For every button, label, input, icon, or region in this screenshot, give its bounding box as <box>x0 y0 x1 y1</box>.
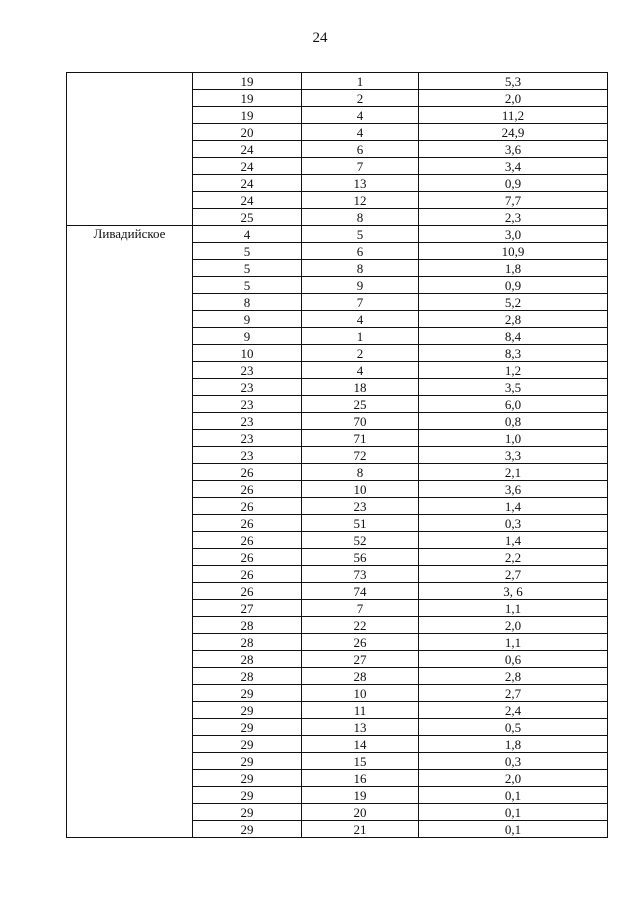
quarter-cell: 5 <box>193 243 302 260</box>
quarter-cell: 10 <box>193 345 302 362</box>
area-cell: 2,8 <box>419 311 608 328</box>
plot-cell: 23 <box>302 498 419 515</box>
plot-cell: 6 <box>302 141 419 158</box>
plot-cell: 14 <box>302 736 419 753</box>
plot-cell: 73 <box>302 566 419 583</box>
area-cell: 2,0 <box>419 90 608 107</box>
plot-cell: 20 <box>302 804 419 821</box>
quarter-cell: 29 <box>193 685 302 702</box>
area-cell: 3, 6 <box>419 583 608 600</box>
quarter-cell: 29 <box>193 753 302 770</box>
table-body <box>67 73 608 838</box>
plot-cell: 18 <box>302 379 419 396</box>
plot-cell: 4 <box>302 311 419 328</box>
plot-cell: 71 <box>302 430 419 447</box>
plot-cell: 1 <box>302 73 419 90</box>
plot-cell: 8 <box>302 464 419 481</box>
area-cell: 1,4 <box>419 498 608 515</box>
area-cell: 3,6 <box>419 141 608 158</box>
plot-cell: 4 <box>302 362 419 379</box>
area-cell: 2,3 <box>419 209 608 226</box>
quarter-cell: 26 <box>193 515 302 532</box>
plot-cell: 51 <box>302 515 419 532</box>
plot-cell: 11 <box>302 702 419 719</box>
plot-cell: 13 <box>302 719 419 736</box>
quarter-cell: 26 <box>193 481 302 498</box>
area-cell: 0,9 <box>419 175 608 192</box>
area-cell: 1,4 <box>419 532 608 549</box>
area-cell: 10,9 <box>419 243 608 260</box>
quarter-cell: 5 <box>193 277 302 294</box>
quarter-cell: 23 <box>193 396 302 413</box>
area-cell: 1,0 <box>419 430 608 447</box>
quarter-cell: 19 <box>193 90 302 107</box>
plot-cell: 7 <box>302 158 419 175</box>
plot-cell: 9 <box>302 277 419 294</box>
plot-cell: 72 <box>302 447 419 464</box>
area-cell: 0,3 <box>419 515 608 532</box>
area-cell: 7,7 <box>419 192 608 209</box>
area-cell: 0,9 <box>419 277 608 294</box>
area-cell: 1,8 <box>419 260 608 277</box>
area-cell: 3,5 <box>419 379 608 396</box>
area-cell: 2,8 <box>419 668 608 685</box>
quarter-cell: 9 <box>193 311 302 328</box>
quarter-cell: 26 <box>193 532 302 549</box>
plot-cell: 74 <box>302 583 419 600</box>
quarter-cell: 26 <box>193 549 302 566</box>
quarter-cell: 28 <box>193 668 302 685</box>
area-cell: 0,1 <box>419 787 608 804</box>
area-cell: 5,3 <box>419 73 608 90</box>
area-cell: 1,1 <box>419 634 608 651</box>
quarter-cell: 29 <box>193 719 302 736</box>
area-cell: 2,7 <box>419 566 608 583</box>
plot-cell: 16 <box>302 770 419 787</box>
plot-cell: 2 <box>302 345 419 362</box>
plot-cell: 5 <box>302 226 419 243</box>
plot-cell: 19 <box>302 787 419 804</box>
quarter-cell: 29 <box>193 770 302 787</box>
table-row <box>67 226 608 243</box>
plot-cell: 8 <box>302 260 419 277</box>
plot-cell: 22 <box>302 617 419 634</box>
area-cell: 2,4 <box>419 702 608 719</box>
plot-cell: 2 <box>302 90 419 107</box>
quarter-cell: 26 <box>193 583 302 600</box>
area-cell: 3,4 <box>419 158 608 175</box>
quarter-cell: 23 <box>193 379 302 396</box>
quarter-cell: 25 <box>193 209 302 226</box>
plot-cell: 8 <box>302 209 419 226</box>
area-cell: 2,0 <box>419 770 608 787</box>
area-cell: 5,2 <box>419 294 608 311</box>
quarter-cell: 26 <box>193 566 302 583</box>
quarter-cell: 27 <box>193 600 302 617</box>
area-cell: 1,2 <box>419 362 608 379</box>
plot-cell: 70 <box>302 413 419 430</box>
quarter-cell: 28 <box>193 651 302 668</box>
quarter-cell: 8 <box>193 294 302 311</box>
quarter-cell: 28 <box>193 634 302 651</box>
area-cell: 11,2 <box>419 107 608 124</box>
plot-cell: 52 <box>302 532 419 549</box>
district-cell <box>67 73 193 226</box>
area-cell: 0,6 <box>419 651 608 668</box>
quarter-cell: 4 <box>193 226 302 243</box>
quarter-cell: 19 <box>193 73 302 90</box>
area-cell: 3,6 <box>419 481 608 498</box>
plot-cell: 28 <box>302 668 419 685</box>
plot-cell: 13 <box>302 175 419 192</box>
plot-cell: 27 <box>302 651 419 668</box>
quarter-cell: 20 <box>193 124 302 141</box>
area-cell: 0,5 <box>419 719 608 736</box>
area-cell: 8,3 <box>419 345 608 362</box>
quarter-cell: 29 <box>193 702 302 719</box>
quarter-cell: 24 <box>193 192 302 209</box>
quarter-cell: 23 <box>193 413 302 430</box>
quarter-cell: 26 <box>193 498 302 515</box>
plot-cell: 6 <box>302 243 419 260</box>
area-cell: 1,8 <box>419 736 608 753</box>
area-cell: 0,8 <box>419 413 608 430</box>
quarter-cell: 23 <box>193 430 302 447</box>
area-cell: 0,1 <box>419 804 608 821</box>
plot-cell: 15 <box>302 753 419 770</box>
district-cell: Ливадийское <box>67 226 193 838</box>
plot-cell: 56 <box>302 549 419 566</box>
plot-cell: 7 <box>302 600 419 617</box>
area-cell: 2,2 <box>419 549 608 566</box>
area-cell: 24,9 <box>419 124 608 141</box>
quarter-cell: 29 <box>193 736 302 753</box>
area-cell: 3,0 <box>419 226 608 243</box>
area-cell: 3,3 <box>419 447 608 464</box>
quarter-cell: 26 <box>193 464 302 481</box>
quarter-cell: 23 <box>193 447 302 464</box>
quarter-cell: 24 <box>193 175 302 192</box>
plot-cell: 26 <box>302 634 419 651</box>
table-row <box>67 73 608 90</box>
quarter-cell: 24 <box>193 158 302 175</box>
quarter-cell: 29 <box>193 787 302 804</box>
plot-cell: 21 <box>302 821 419 838</box>
area-cell: 1,1 <box>419 600 608 617</box>
plot-cell: 7 <box>302 294 419 311</box>
quarter-cell: 23 <box>193 362 302 379</box>
area-cell: 2,7 <box>419 685 608 702</box>
quarter-cell: 9 <box>193 328 302 345</box>
area-cell: 8,4 <box>419 328 608 345</box>
plot-cell: 4 <box>302 124 419 141</box>
plot-cell: 12 <box>302 192 419 209</box>
quarter-cell: 5 <box>193 260 302 277</box>
data-table <box>66 72 608 838</box>
area-cell: 6,0 <box>419 396 608 413</box>
area-cell: 0,1 <box>419 821 608 838</box>
plot-cell: 25 <box>302 396 419 413</box>
page-number: 24 <box>312 30 328 46</box>
plot-cell: 4 <box>302 107 419 124</box>
quarter-cell: 24 <box>193 141 302 158</box>
plot-cell: 1 <box>302 328 419 345</box>
plot-cell: 10 <box>302 481 419 498</box>
plot-cell: 10 <box>302 685 419 702</box>
quarter-cell: 28 <box>193 617 302 634</box>
area-cell: 0,3 <box>419 753 608 770</box>
quarter-cell: 29 <box>193 821 302 838</box>
area-cell: 2,1 <box>419 464 608 481</box>
area-cell: 2,0 <box>419 617 608 634</box>
quarter-cell: 29 <box>193 804 302 821</box>
quarter-cell: 19 <box>193 107 302 124</box>
